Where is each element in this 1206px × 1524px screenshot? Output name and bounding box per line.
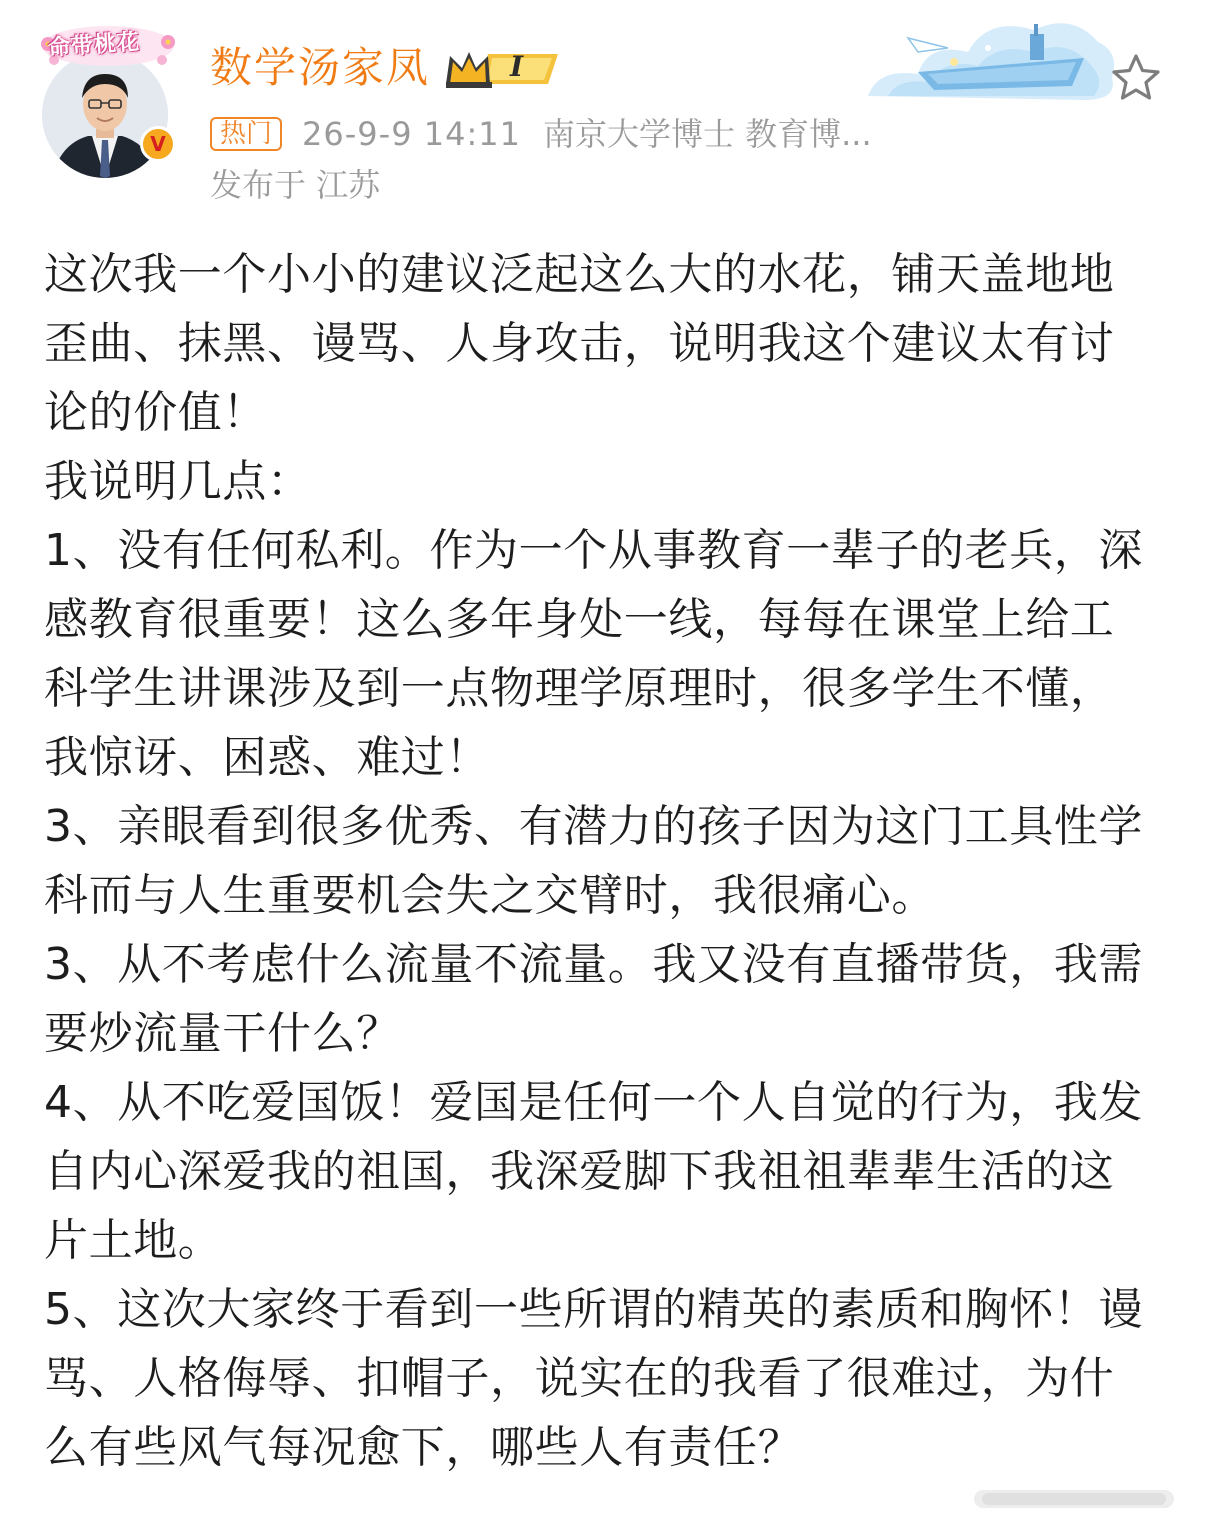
user-description: 南京大学博士 教育博...: [542, 115, 872, 153]
post-paragraph: 我说明几点：: [44, 456, 312, 507]
post-paragraph: 这次我一个小小的建议泛起这么大的水花，铺天盖地地歪曲、抹黑、谩骂、人身攻击，说明我这个建议太有讨论的价值！: [44, 249, 1115, 438]
crown-icon[interactable]: [442, 44, 564, 94]
hot-tag-badge[interactable]: 热门: [210, 117, 282, 151]
post-paragraph: 1、没有任何私利。作为一个从事教育一辈子的老兵，深感教育很重要！这么多年身处一线，每每在课堂上给工科学生讲课涉及到一点物理学原理时，很多学生不懂，我惊讶、困惑、难过！: [44, 525, 1143, 783]
avatar-frame-decoration: [38, 22, 178, 72]
avatar-container[interactable]: [38, 22, 178, 167]
verified-badge-icon: V: [140, 126, 176, 162]
post-timestamp: 26-9-9 14:11: [302, 115, 521, 153]
post-paragraph: 3、从不考虑什么流量不流量。我又没有直播带货，我需要炒流量干什么？: [44, 939, 1143, 1059]
post-location: 发布于 江苏: [210, 166, 381, 204]
post-content: [44, 240, 1154, 1482]
cloud-ship-decoration-icon: [858, 8, 1120, 108]
star-outline-icon[interactable]: [1108, 50, 1164, 106]
avatar-frame-text: 命带桃花: [47, 29, 141, 62]
post-paragraph: 4、从不吃爱国饭！爱国是任何一个人自觉的行为，我发自内心深爱我的祖国，我深爱脚下我祖祖辈辈生活的这片土地。: [44, 1077, 1143, 1266]
vip-level: I: [510, 50, 524, 83]
post-paragraph: 5、这次大家终于看到一些所谓的精英的素质和胸怀！谩骂、人格侮辱、扣帽子，说实在的我看了很难过，为什么有些风气每况愈下，哪些人有责任？: [44, 1284, 1143, 1473]
post-paragraph: 3、亲眼看到很多优秀、有潜力的孩子因为这门工具性学科而与人生重要机会失之交臂时，我很痛心。: [44, 801, 1143, 921]
username[interactable]: 数学汤家凤: [210, 43, 431, 92]
post-meta: [210, 112, 872, 156]
watermark-decoration: [968, 1484, 1198, 1514]
